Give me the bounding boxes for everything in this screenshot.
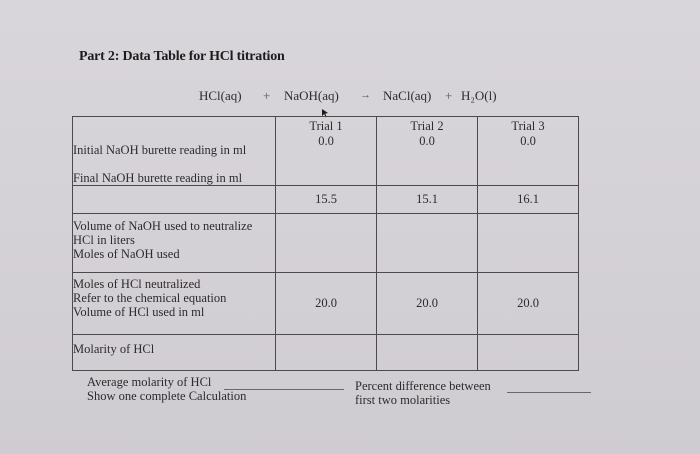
chemical-equation-note: Refer to the chemical equation — [73, 291, 227, 305]
trial-1-cell — [276, 117, 377, 186]
initial-reading-label: Initial NaOH burette reading in ml Final NaOH burette reading in ml — [73, 117, 276, 186]
trial-3-hcl-volume-cell — [478, 273, 579, 335]
trial-1-header: Trial 1 — [309, 119, 343, 133]
average-molarity-label: Average molarity of HCl — [87, 375, 212, 389]
trial-2-hcl-volume: 20.0 — [416, 296, 438, 310]
equation-product-water: H₂O(l) — [461, 88, 497, 103]
section-title: Part 2: Data Table for HCl titration — [79, 49, 285, 64]
answer-line — [224, 389, 344, 390]
final-reading-label: Final NaOH burette reading in ml — [73, 171, 243, 185]
table-cell — [276, 214, 377, 273]
percent-difference-label: Percent difference between — [355, 379, 491, 393]
table-row — [73, 117, 579, 186]
percent-difference-prompt — [355, 379, 491, 407]
table-row — [73, 335, 579, 371]
naoh-moles-label: Moles of NaOH used — [73, 247, 180, 261]
trial-3-final: 16.1 — [478, 186, 579, 214]
calculation-instruction: Show one complete Calculation — [87, 389, 247, 403]
table-cell — [478, 335, 579, 371]
hcl-moles-label: Moles of HCl neutralized Refer to the chemical equation Volume of HCl used in ml — [73, 273, 276, 335]
trial-1-hcl-volume-cell — [276, 273, 377, 335]
trial-3-initial: 0.0 — [520, 134, 536, 148]
trial-2-hcl-volume-cell — [377, 273, 478, 335]
equation-plus-1: + — [263, 88, 271, 103]
titration-data-table — [72, 116, 579, 371]
naoh-volume-label: Volume of NaOH used to neutralize HCl in liters Moles of NaOH used — [73, 214, 276, 273]
trial-3-cell — [478, 117, 579, 186]
equation-arrow: → — [360, 89, 371, 101]
table-cell — [276, 335, 377, 371]
trial-2-cell — [377, 117, 478, 186]
equation-plus-2: + — [445, 88, 453, 103]
table-cell — [478, 214, 579, 273]
trial-3-header: Trial 3 — [511, 119, 545, 133]
trial-2-header: Trial 2 — [410, 119, 444, 133]
trial-1-initial: 0.0 — [318, 134, 334, 148]
average-molarity-prompt — [87, 375, 246, 403]
hcl-volume-label: Volume of HCl used in ml — [73, 305, 205, 319]
trial-2-initial: 0.0 — [419, 134, 435, 148]
molarity-label: Molarity of HCl — [73, 335, 276, 371]
equation-reactant-naoh: NaOH(aq) — [284, 88, 339, 103]
table-row — [73, 214, 579, 273]
table-row — [73, 273, 579, 335]
percent-difference-subject: first two molarities — [355, 393, 451, 407]
equation-reactant-hcl: HCl(aq) — [199, 88, 242, 103]
trial-1-hcl-volume: 20.0 — [315, 296, 337, 310]
trial-3-hcl-volume: 20.0 — [517, 296, 539, 310]
trial-1-final: 15.5 — [276, 186, 377, 214]
equation-product-nacl: NaCl(aq) — [383, 88, 432, 103]
table-cell — [377, 214, 478, 273]
table-cell — [377, 335, 478, 371]
answer-line — [507, 392, 591, 393]
trial-2-final: 15.1 — [377, 186, 478, 214]
final-reading-spacer — [73, 186, 276, 214]
table-row — [73, 186, 579, 214]
